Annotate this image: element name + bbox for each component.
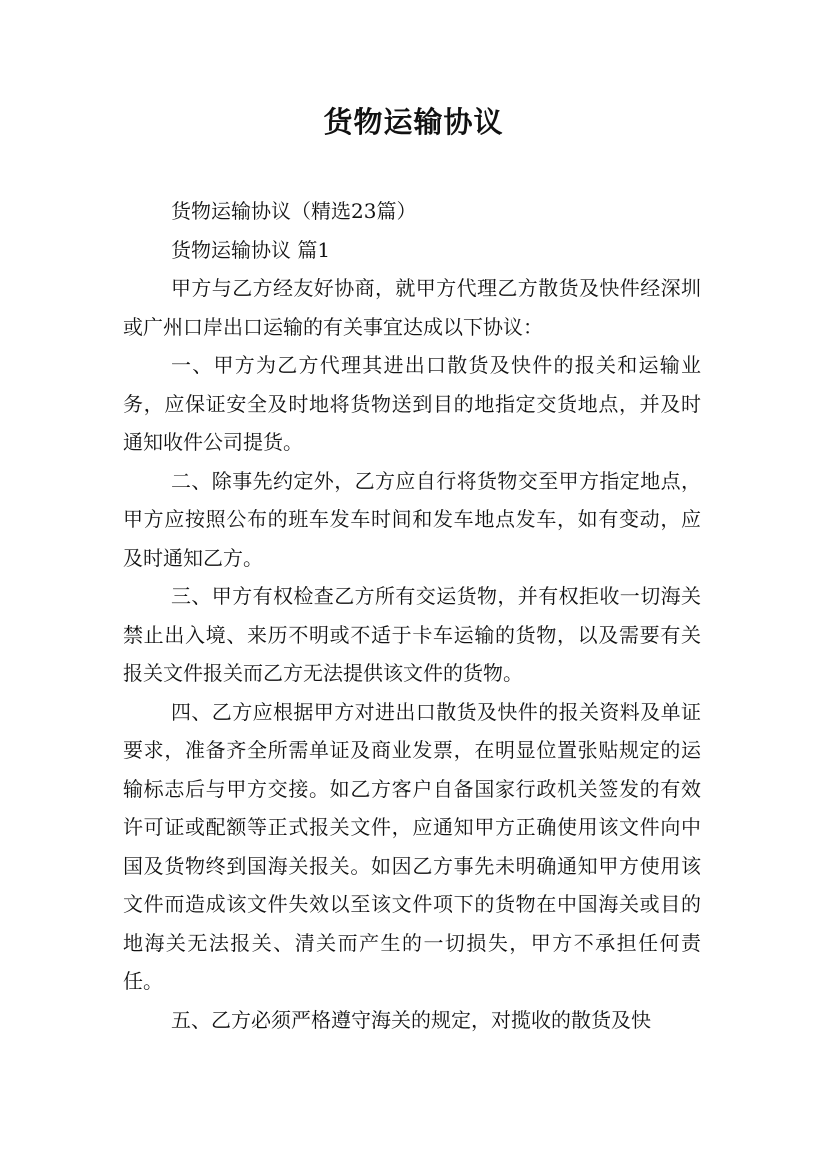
document-title: 货物运输协议 [323, 105, 504, 139]
document-subtitle: 货物运输协议（精选23篇） [171, 199, 417, 223]
paragraph-clause-4: 四、乙方应根据甲方对进出口散货及快件的报关资料及单证要求，准备齐全所需单证及商业发票，在明显位置张贴规定的运输标志后与甲方交接。如乙方客户自备国家行政机关签发的有效许可证或配额等正式报关文件，应通知甲方正确使用该文件向中国及货物终到国海关报关。如因乙方事先未明确通知甲方使用该文件而造成该文件失效以至该文件项下的货物在中国海关或目的地海关无法报关、清关而产生的一切损失，甲方不承担任何责任。 [123, 699, 701, 993]
paragraph-clause-3: 三、甲方有权检查乙方所有交运货物，并有权拒收一切海关禁止出入境、来历不明或不适于卡车运输的货物，以及需要有关报关文件报关而乙方无法提供该文件的货物。 [123, 584, 701, 685]
document-body [123, 192, 701, 1039]
paragraph-clause-2: 二、除事先约定外，乙方应自行将货物交至甲方指定地点，甲方应按照公布的班车发车时间和发车地点发车，如有变动，应及时通知乙方。 [123, 468, 701, 570]
paragraph-clause-5: 五、乙方必须严格遵守海关的规定，对揽收的散货及快 [171, 1007, 651, 1032]
paragraph-clause-1: 一、甲方为乙方代理其进出口散货及快件的报关和运输业务，应保证安全及时地将货物送到目的地指定交货地点，并及时通知收件公司提货。 [123, 353, 701, 454]
section-heading: 货物运输协议 篇1 [171, 237, 331, 262]
paragraph-intro: 甲方与乙方经友好协商，就甲方代理乙方散货及快件经深圳或广州口岸出口运输的有关事宜达成以下协议： [123, 276, 701, 339]
